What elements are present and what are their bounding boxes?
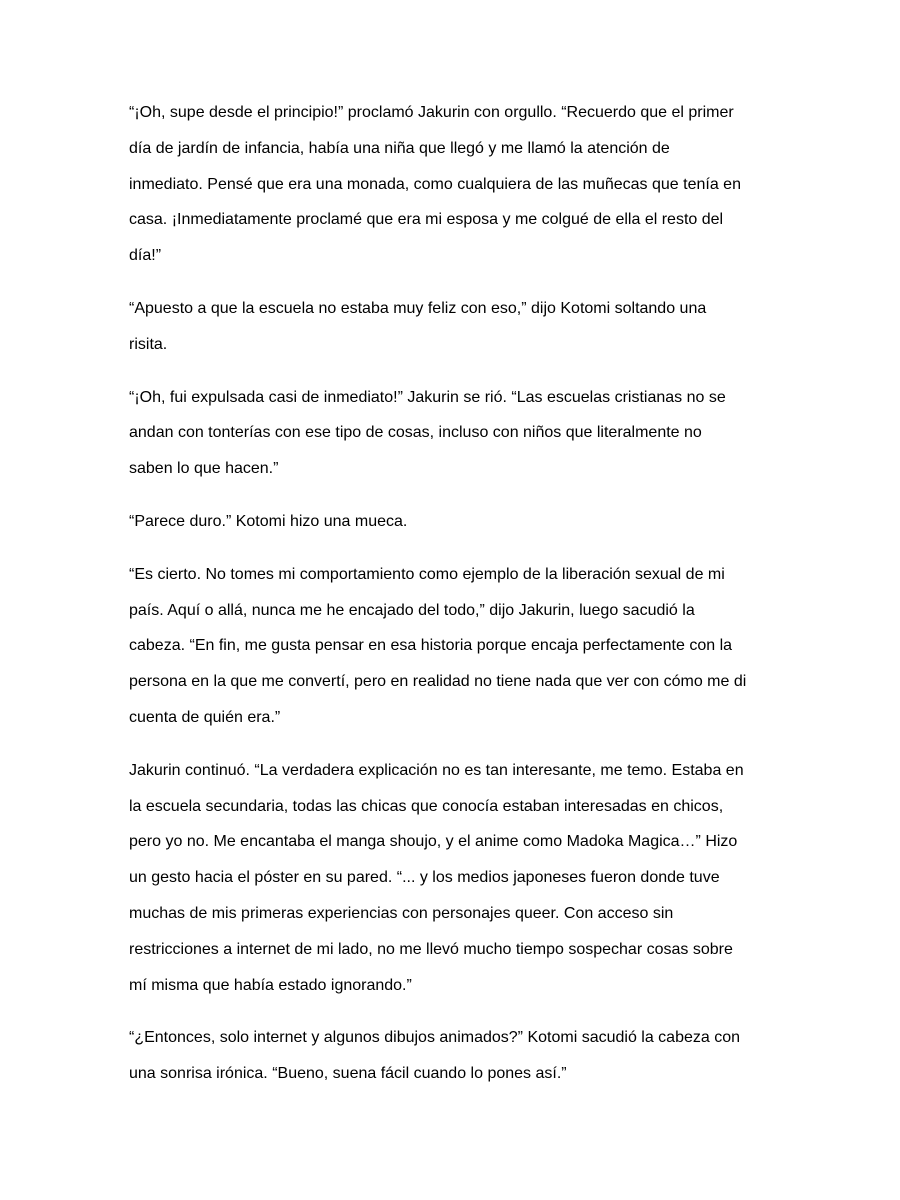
text-line: “Es cierto. No tomes mi comportamiento como ejemplo de la liberación sexual de mi [129,565,725,583]
text-line: persona en la que me convertí, pero en realidad no tiene nada que ver con cómo me di [129,673,747,691]
text-line: día de jardín de infancia, había una niña que llegó y me llamó la atención de [129,139,670,157]
text-line: una sonrisa irónica. “Bueno, suena fácil cuando lo pones así.” [129,1065,567,1083]
text-line: “¡Oh, fui expulsada casi de inmediato!” Jakurin se rió. “Las escuelas cristianas no se [129,388,726,406]
text-line: muchas de mis primeras experiencias con personajes queer. Con acceso sin [129,904,674,922]
text-line: andan con tonterías con ese tipo de cosas, incluso con niños que literalmente no [129,424,702,442]
text-line: Jakurin continuó. “La verdadera explicación no es tan interesante, me temo. Estaba en [129,761,744,779]
text-line: “Apuesto a que la escuela no estaba muy feliz con eso,” dijo Kotomi soltando una [129,299,707,317]
text-line: mí misma que había estado ignorando.” [129,976,412,994]
text-line: la escuela secundaria, todas las chicas que conocía estaban interesadas en chicos, [129,797,724,815]
text-line: casa. ¡Inmediatamente proclamé que era mi esposa y me colgué de ella el resto del [129,211,724,229]
paragraph-6 [129,753,782,1004]
document-body [129,95,782,1092]
text-line: saben lo que hacen.” [129,460,279,478]
text-line: día!” [129,247,162,265]
text-line: restricciones a internet de mi lado, no me llevó mucho tiempo sospechar cosas sobre [129,940,733,958]
text-line: risita. [129,335,168,353]
text-line: cabeza. “En fin, me gusta pensar en esa historia porque encaja perfectamente con la [129,637,733,655]
paragraph-3 [129,380,782,487]
paragraph-2 [129,291,782,363]
text-line: “Parece duro.” Kotomi hizo una mueca. [129,512,408,530]
text-line: país. Aquí o allá, nunca me he encajado del todo,” dijo Jakurin, luego sacudió la [129,601,695,619]
paragraph-5 [129,557,782,736]
paragraph-1 [129,95,782,274]
text-line: pero yo no. Me encantaba el manga shoujo, y el anime como Madoka Magica…” Hizo [129,833,738,851]
paragraph-7 [129,1020,782,1092]
text-line: un gesto hacia el póster en su pared. “... y los medios japoneses fueron donde tuve [129,869,720,887]
text-line: “¡Oh, supe desde el principio!” proclamó Jakurin con orgullo. “Recuerdo que el primer [129,104,734,121]
paragraph-4 [129,504,782,540]
text-line: “¿Entonces, solo internet y algunos dibujos animados?” Kotomi sacudió la cabeza con [129,1029,741,1047]
text-line: inmediato. Pensé que era una monada, como cualquiera de las muñecas que tenía en [129,175,741,193]
text-line: cuenta de quién era.” [129,708,281,726]
